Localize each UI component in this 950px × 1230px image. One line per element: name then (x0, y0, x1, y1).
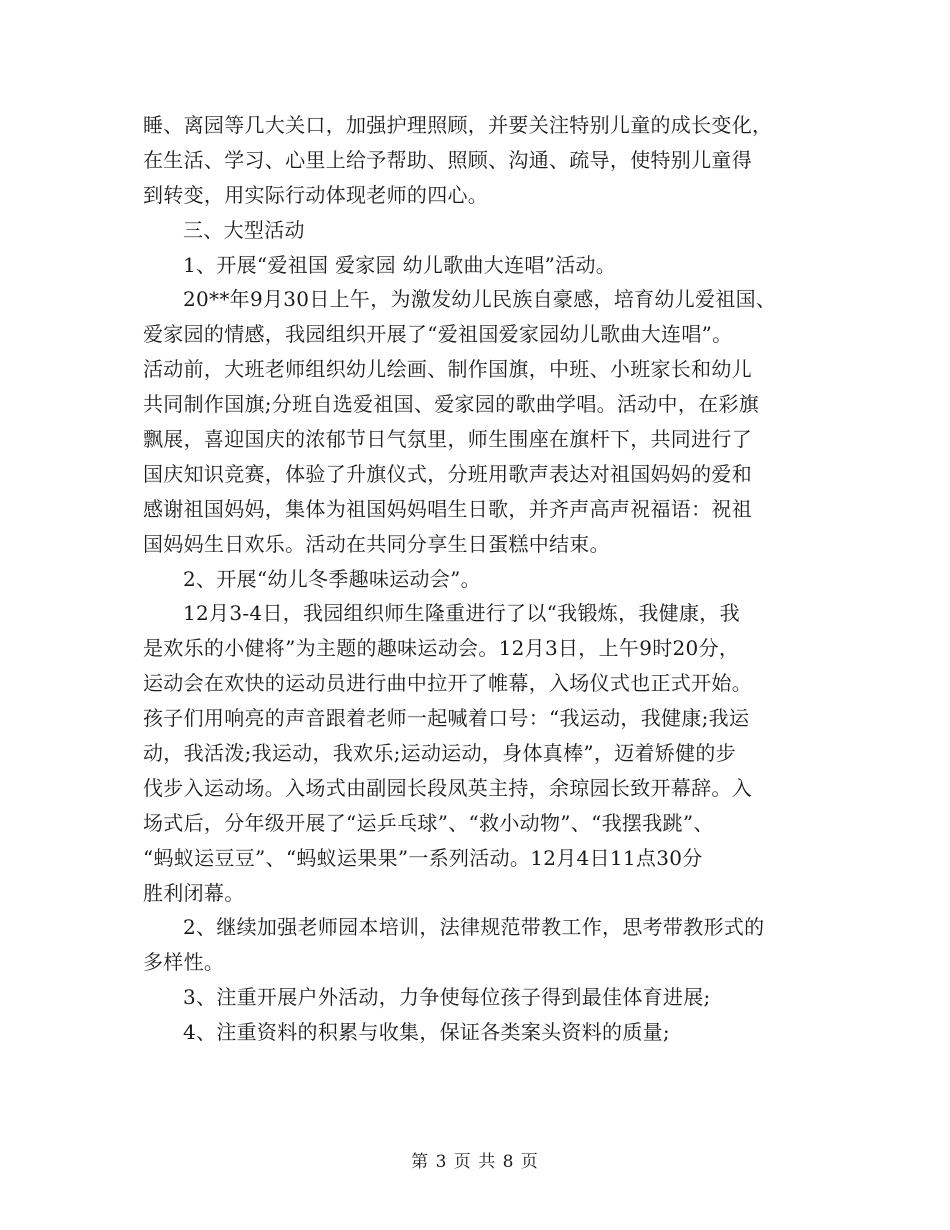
text-line: 胜利闭幕。 (143, 880, 245, 905)
text-line: 孩子们用响亮的声音跟着老师一起喊着口号：“我运动，我健康;我运 (143, 706, 750, 731)
page-number-footer: 第 3 页 共 8 页 (411, 1152, 539, 1172)
text-line: 场式后，分年级开展了“运乒乓球”、“救小动物”、“我摆我跳”、 (143, 810, 714, 835)
text-line: 国妈妈生日欢乐。活动在共同分享生日蛋糕中结束。 (143, 531, 610, 556)
text-line: 睡、离园等几大关口，加强护理照顾，并要关注特别儿童的成长变化， (143, 113, 773, 137)
text-line: 在生活、学习、心里上给予帮助、照顾、沟通、疏导，使特别儿童得 (143, 147, 752, 172)
subsection-heading: 1、开展“爱祖国 爱家园 幼儿歌曲大连唱”活动。 (183, 252, 617, 277)
text-line: “蚂蚁运豆豆”、“蚂蚁运果果”一系列活动。12月4日11点30分 (143, 845, 703, 870)
section-heading: 三、大型活动 (183, 217, 305, 242)
text-line: 感谢祖国妈妈，集体为祖国妈妈唱生日歌，并齐声高声祝福语：祝祖 (143, 496, 752, 521)
text-line: 是欢乐的小健将”为主题的趣味运动会。12月3日，上午9时20分， (143, 636, 740, 661)
text-line: 12月3-4日，我园组织师生隆重进行了以“我锻炼，我健康，我 (183, 601, 740, 626)
text-line: 动，我活泼;我运动，我欢乐;运动运动，身体真棒”，迈着矫健的步 (143, 741, 737, 766)
subsection-heading: 2、开展“幼儿冬季趣味运动会”。 (183, 566, 481, 591)
text-line: 国庆知识竞赛，体验了升旗仪式，分班用歌声表达对祖国妈妈的爱和 (143, 461, 752, 486)
text-line: 活动前，大班老师组织幼儿绘画、制作国旗，中班、小班家长和幼儿 (143, 357, 752, 382)
text-line: 20**年9月30日上午，为激发幼儿民族自豪感，培育幼儿爱祖国、 (183, 287, 777, 312)
text-line: 多样性。 (143, 950, 225, 975)
text-line: 飘展，喜迎国庆的浓郁节日气氛里，师生围座在旗杆下，共同进行了 (143, 427, 752, 452)
text-line: 共同制作国旗;分班自选爱祖国、爱家园的歌曲学唱。活动中，在彩旗 (143, 392, 760, 417)
list-item: 2、继续加强老师园本培训，法律规范带教工作，思考带教形式的 (183, 915, 765, 940)
text-line: 运动会在欢快的运动员进行曲中拉开了帷幕，入场仪式也正式开始。 (143, 671, 752, 696)
text-line: 到转变，用实际行动体现老师的四心。 (143, 182, 489, 207)
text-line: 伐步入运动场。入场式由副园长段凤英主持，余琼园长致开幕辞。入 (143, 775, 752, 800)
list-item: 3、注重开展户外活动，力争使每位孩子得到最佳体育进展; (183, 985, 711, 1010)
text-line: 爱家园的情感，我园组织开展了“爱祖国爱家园幼儿歌曲大连唱”。 (143, 322, 733, 347)
body-text (143, 108, 823, 1050)
list-item: 4、注重资料的积累与收集，保证各类案头资料的质量; (183, 1020, 670, 1045)
